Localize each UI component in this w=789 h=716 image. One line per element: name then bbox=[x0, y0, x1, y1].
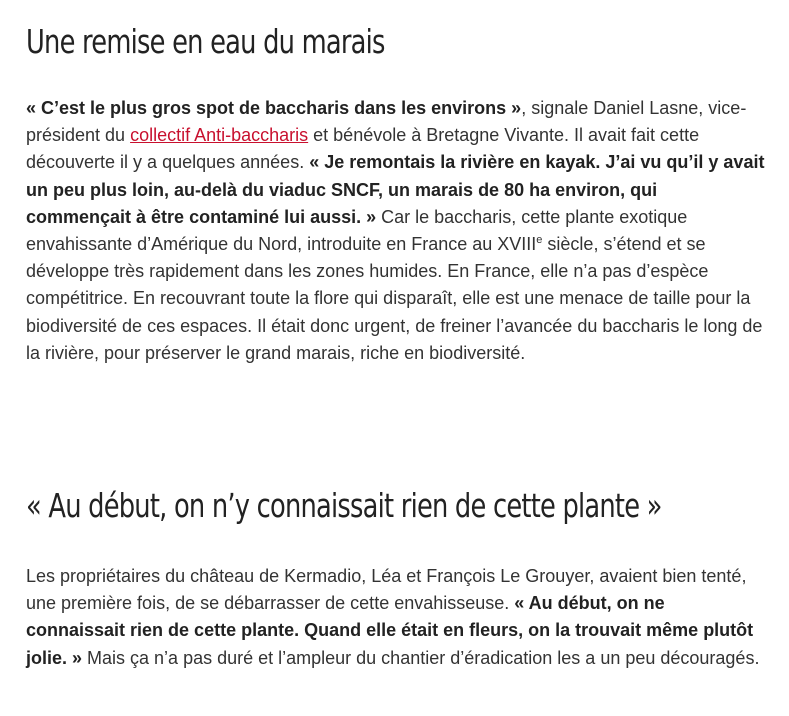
paragraph-text: Mais ça n’a pas duré et l’ampleur du chantier d’éradication les a un peu découragés. bbox=[82, 647, 760, 668]
paragraph-au-debut bbox=[26, 563, 766, 672]
paragraph-text: et bénévole à Bretagne Vivante. Il avait fait cette découverte il y a quelques années. bbox=[26, 125, 700, 173]
quote-gros-spot: « C’est le plus gros spot de baccharis dans les environs » bbox=[26, 98, 522, 118]
paragraph-text: Les propriétaires du château de Kermadio, Léa et François Le Grouyer, avaient bien tenté, une première fois, de se débarrasser de cette envahisseuse. bbox=[26, 566, 747, 614]
quote-kayak: « Je remontais la rivière en kayak. J’ai vu qu’il y avait un peu plus loin, au-delà du viaduc SNCF, un marais de 80 ha environ, qui commençait à être contaminé lui aussi. » bbox=[26, 152, 765, 227]
paragraph-text: Car le baccharis, cette plante exotique envahissante d’Amérique du Nord, introduite en France au XVIII bbox=[26, 206, 688, 255]
section-heading-au-debut: « Au début, on n’y connaissait rien de cette plante » bbox=[26, 486, 662, 525]
paragraph-text: siècle, s’étend et se développe très rapidement dans les zones humides. En France, elle n’a pas d’espèce compétitrice. En recouvrant toute la flore qui disparaît, elle est une menace de taille pour la biodiversité de ces espaces. Il était donc urgent, de freiner l’avancée du baccharis le long de la rivière, pour préserver le grand marais, riche en biodiversité. bbox=[26, 234, 763, 363]
paragraph-text: , signale Daniel Lasne, vice-président du bbox=[26, 98, 747, 146]
paragraph-remise-en-eau bbox=[26, 95, 766, 367]
section-heading-remise-en-eau: Une remise en eau du marais bbox=[26, 22, 385, 61]
quote-au-debut: « Au début, on ne connaissait rien de cette plante. Quand elle était en fleurs, on la trouvait même plutôt jolie. » bbox=[26, 593, 754, 668]
collectif-anti-baccharis-link[interactable]: collectif Anti-baccharis bbox=[130, 125, 309, 146]
century-superscript: e bbox=[536, 234, 543, 247]
